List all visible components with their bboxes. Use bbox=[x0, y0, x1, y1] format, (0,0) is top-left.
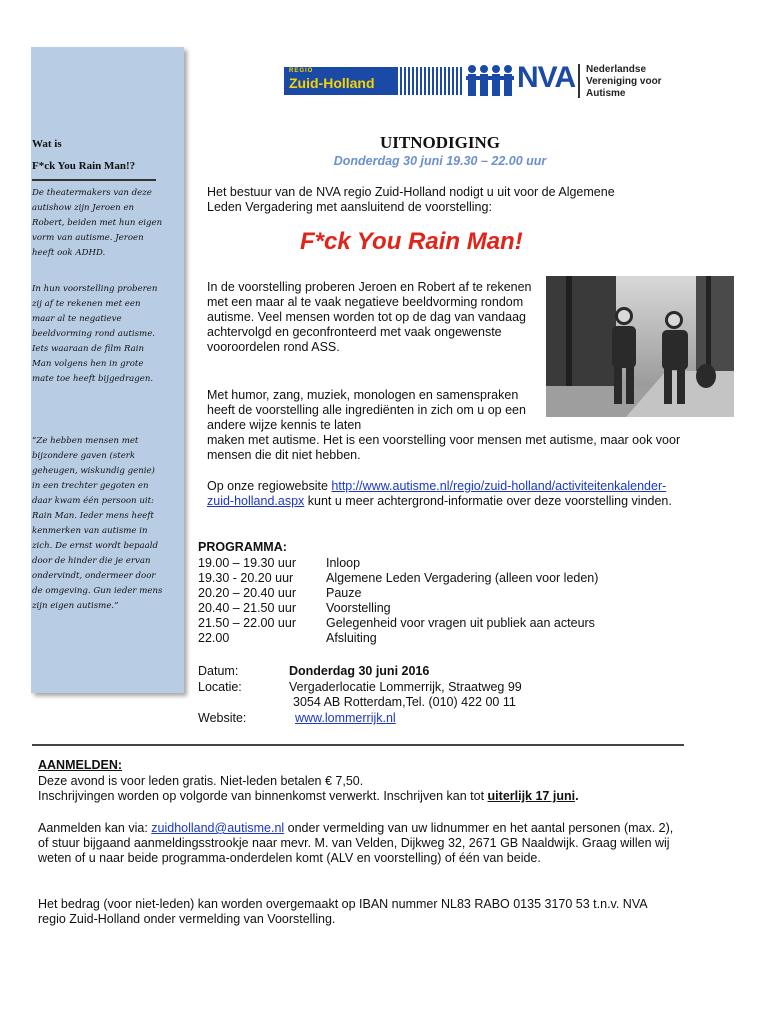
lommerrijk-link[interactable]: www.lommerrijk.nl bbox=[295, 711, 396, 725]
programma-desc: Algemene Leden Vergadering (alleen voor leden) bbox=[326, 571, 599, 585]
website-text-before: Op onze regiowebsite bbox=[207, 479, 332, 493]
deadline-date: uiterlijk 17 juni bbox=[487, 789, 576, 803]
programma-time: 20.20 – 20.40 uur bbox=[198, 586, 296, 600]
programma-time: 19.30 - 20.20 uur bbox=[198, 571, 294, 585]
people-icon bbox=[466, 64, 514, 98]
show-title: F*ck You Rain Man! bbox=[300, 228, 523, 255]
description-paragraph-2: Met humor, zang, muziek, monologen en samenspraken heeft de voorstelling alle ingrediënten in zich om u op een andere wijze kennis te laten bbox=[207, 388, 526, 432]
contact-text-before: Aanmelden kan via: bbox=[38, 821, 152, 835]
datum-value: Donderdag 30 juni 2016 bbox=[289, 664, 430, 678]
nva-logo-text: NVA bbox=[517, 61, 576, 94]
aanmelden-deadline-line bbox=[38, 789, 678, 804]
email-link[interactable]: zuidholland@autisme.nl bbox=[151, 821, 285, 835]
logo-stripes bbox=[396, 67, 464, 95]
aanmelden-contact-paragraph bbox=[38, 821, 678, 866]
sidebar-paragraph-performance: In hun voorstelling proberen zij af te rekenen met een maar al te negatieve beeldvorming rond autisme. Iets waaraan de film Rain Man volgens hen in grote mate toe heeft bijgedragen. bbox=[32, 284, 158, 384]
sidebar-question-line1: Wat is bbox=[32, 138, 62, 150]
programma-time: 20.40 – 21.50 uur bbox=[198, 601, 296, 615]
programma-desc: Voorstelling bbox=[326, 601, 391, 615]
website-label: Website: bbox=[198, 711, 247, 725]
org-name-line1: Nederlandse bbox=[586, 64, 647, 75]
locatie-value-line1: Vergaderlocatie Lommerrijk, Straatweg 99 bbox=[289, 680, 522, 694]
programma-desc: Inloop bbox=[326, 556, 361, 570]
aanmelden-price-line: Deze avond is voor leden gratis. Niet-leden betalen € 7,50. bbox=[38, 774, 364, 788]
description-paragraph-2-continued: maken met autisme. Het is een voorstelling voor mensen met autisme, maar ook voor mensen die dit niet hebben. bbox=[207, 433, 681, 462]
page-title: UITNODIGING bbox=[380, 133, 500, 152]
locatie-label: Locatie: bbox=[198, 680, 242, 694]
regio-logo-block bbox=[284, 67, 396, 95]
description-paragraph-1: In de voorstelling proberen Jeroen en Robert af te rekenen met een maar al te vaak negatieve beeldvorming rondom autisme. Veel mensen worden tot op de dag van vandaag achtervolgd en geconfronteerd met vaak ongewenste vooroordelen rond ASS. bbox=[207, 280, 532, 354]
intro-paragraph: Het bestuur van de NVA regio Zuid-Holland nodigt u uit voor de Algemene Leden Vergadering met aansluitend de voorstelling: bbox=[207, 185, 615, 214]
deadline-text: Inschrijvingen worden op volgorde van binnenkomst verwerkt. Inschrijven kan tot bbox=[38, 789, 488, 803]
programma-time: 21.50 – 22.00 uur bbox=[198, 616, 296, 630]
sidebar-question-line2: F*ck You Rain Man!? bbox=[32, 160, 136, 172]
regio-small-label: REGIO bbox=[289, 68, 314, 74]
contact-text-after: onder vermelding van uw lidnummer en het aantal personen (max. 2), of stuur bijgaand aanmeldingsstrookje naar mevr. M. van Velden, Dijkweg 32, 2671 GB Naaldwijk. Graag willen wij weten of u naar beide programma-onderdelen komt (ALV en voorstelling) of één van beide. bbox=[38, 821, 674, 865]
aanmelden-heading: AANMELDEN: bbox=[38, 758, 123, 772]
programma-time: 19.00 – 19.30 uur bbox=[198, 556, 296, 570]
sidebar-quote: “Ze hebben mensen met bijzondere gaven (sterk geheugen, wiskundig genie) in een trechter gegoten en daar kwam één persoon uit: Rain Man. Ieder mens heeft kenmerken van autisme in zich. De ernst wordt bepaald door de hinder die je ervan ondervindt, ondermeer door de omgeving. Gun ieder mens zijn eigen autisme.” bbox=[32, 436, 163, 611]
programma-desc: Gelegenheid voor vragen uit publiek aan acteurs bbox=[326, 616, 595, 630]
website-paragraph bbox=[207, 479, 677, 509]
org-name-line2: Vereniging voor bbox=[586, 76, 662, 87]
event-date-subtitle: Donderdag 30 juni 19.30 – 22.00 uur bbox=[333, 154, 547, 168]
logo-divider bbox=[578, 64, 580, 98]
locatie-value-line2: 3054 AB Rotterdam,Tel. (010) 422 00 11 bbox=[293, 695, 516, 709]
sidebar-paragraph-makers: De theatermakers van deze autishow zijn Jeroen en Robert, beiden met hun eigen vorm van autisme. Jeroen heeft ook ADHD. bbox=[32, 188, 163, 258]
deadline-period: . bbox=[575, 789, 579, 803]
section-divider bbox=[32, 744, 684, 746]
website-text-after: kunt u meer achtergrond-informatie over deze voorstelling vinden. bbox=[304, 494, 672, 508]
org-name-line3: Autisme bbox=[586, 88, 626, 99]
aanmelden-payment-paragraph: Het bedrag (voor niet-leden) kan worden overgemaakt op IBAN nummer NL83 RABO 0135 3170 53 t.n.v. NVA regio Zuid-Holland onder vermelding van Voorstelling. bbox=[38, 897, 647, 926]
datum-label: Datum: bbox=[198, 664, 239, 678]
programma-heading: PROGRAMMA: bbox=[198, 540, 287, 554]
regio-name-label: Zuid-Holland bbox=[289, 75, 375, 91]
sidebar-divider bbox=[32, 179, 156, 181]
actors-photo bbox=[546, 276, 734, 417]
programma-desc: Pauze bbox=[326, 586, 362, 600]
regio-website-link[interactable]: http://www.autisme.nl/regio/zuid-holland/activiteitenkalender-zuid-holland.aspx bbox=[207, 479, 667, 508]
programma-time: 22.00 bbox=[198, 631, 230, 645]
programma-desc: Afsluiting bbox=[326, 631, 377, 645]
